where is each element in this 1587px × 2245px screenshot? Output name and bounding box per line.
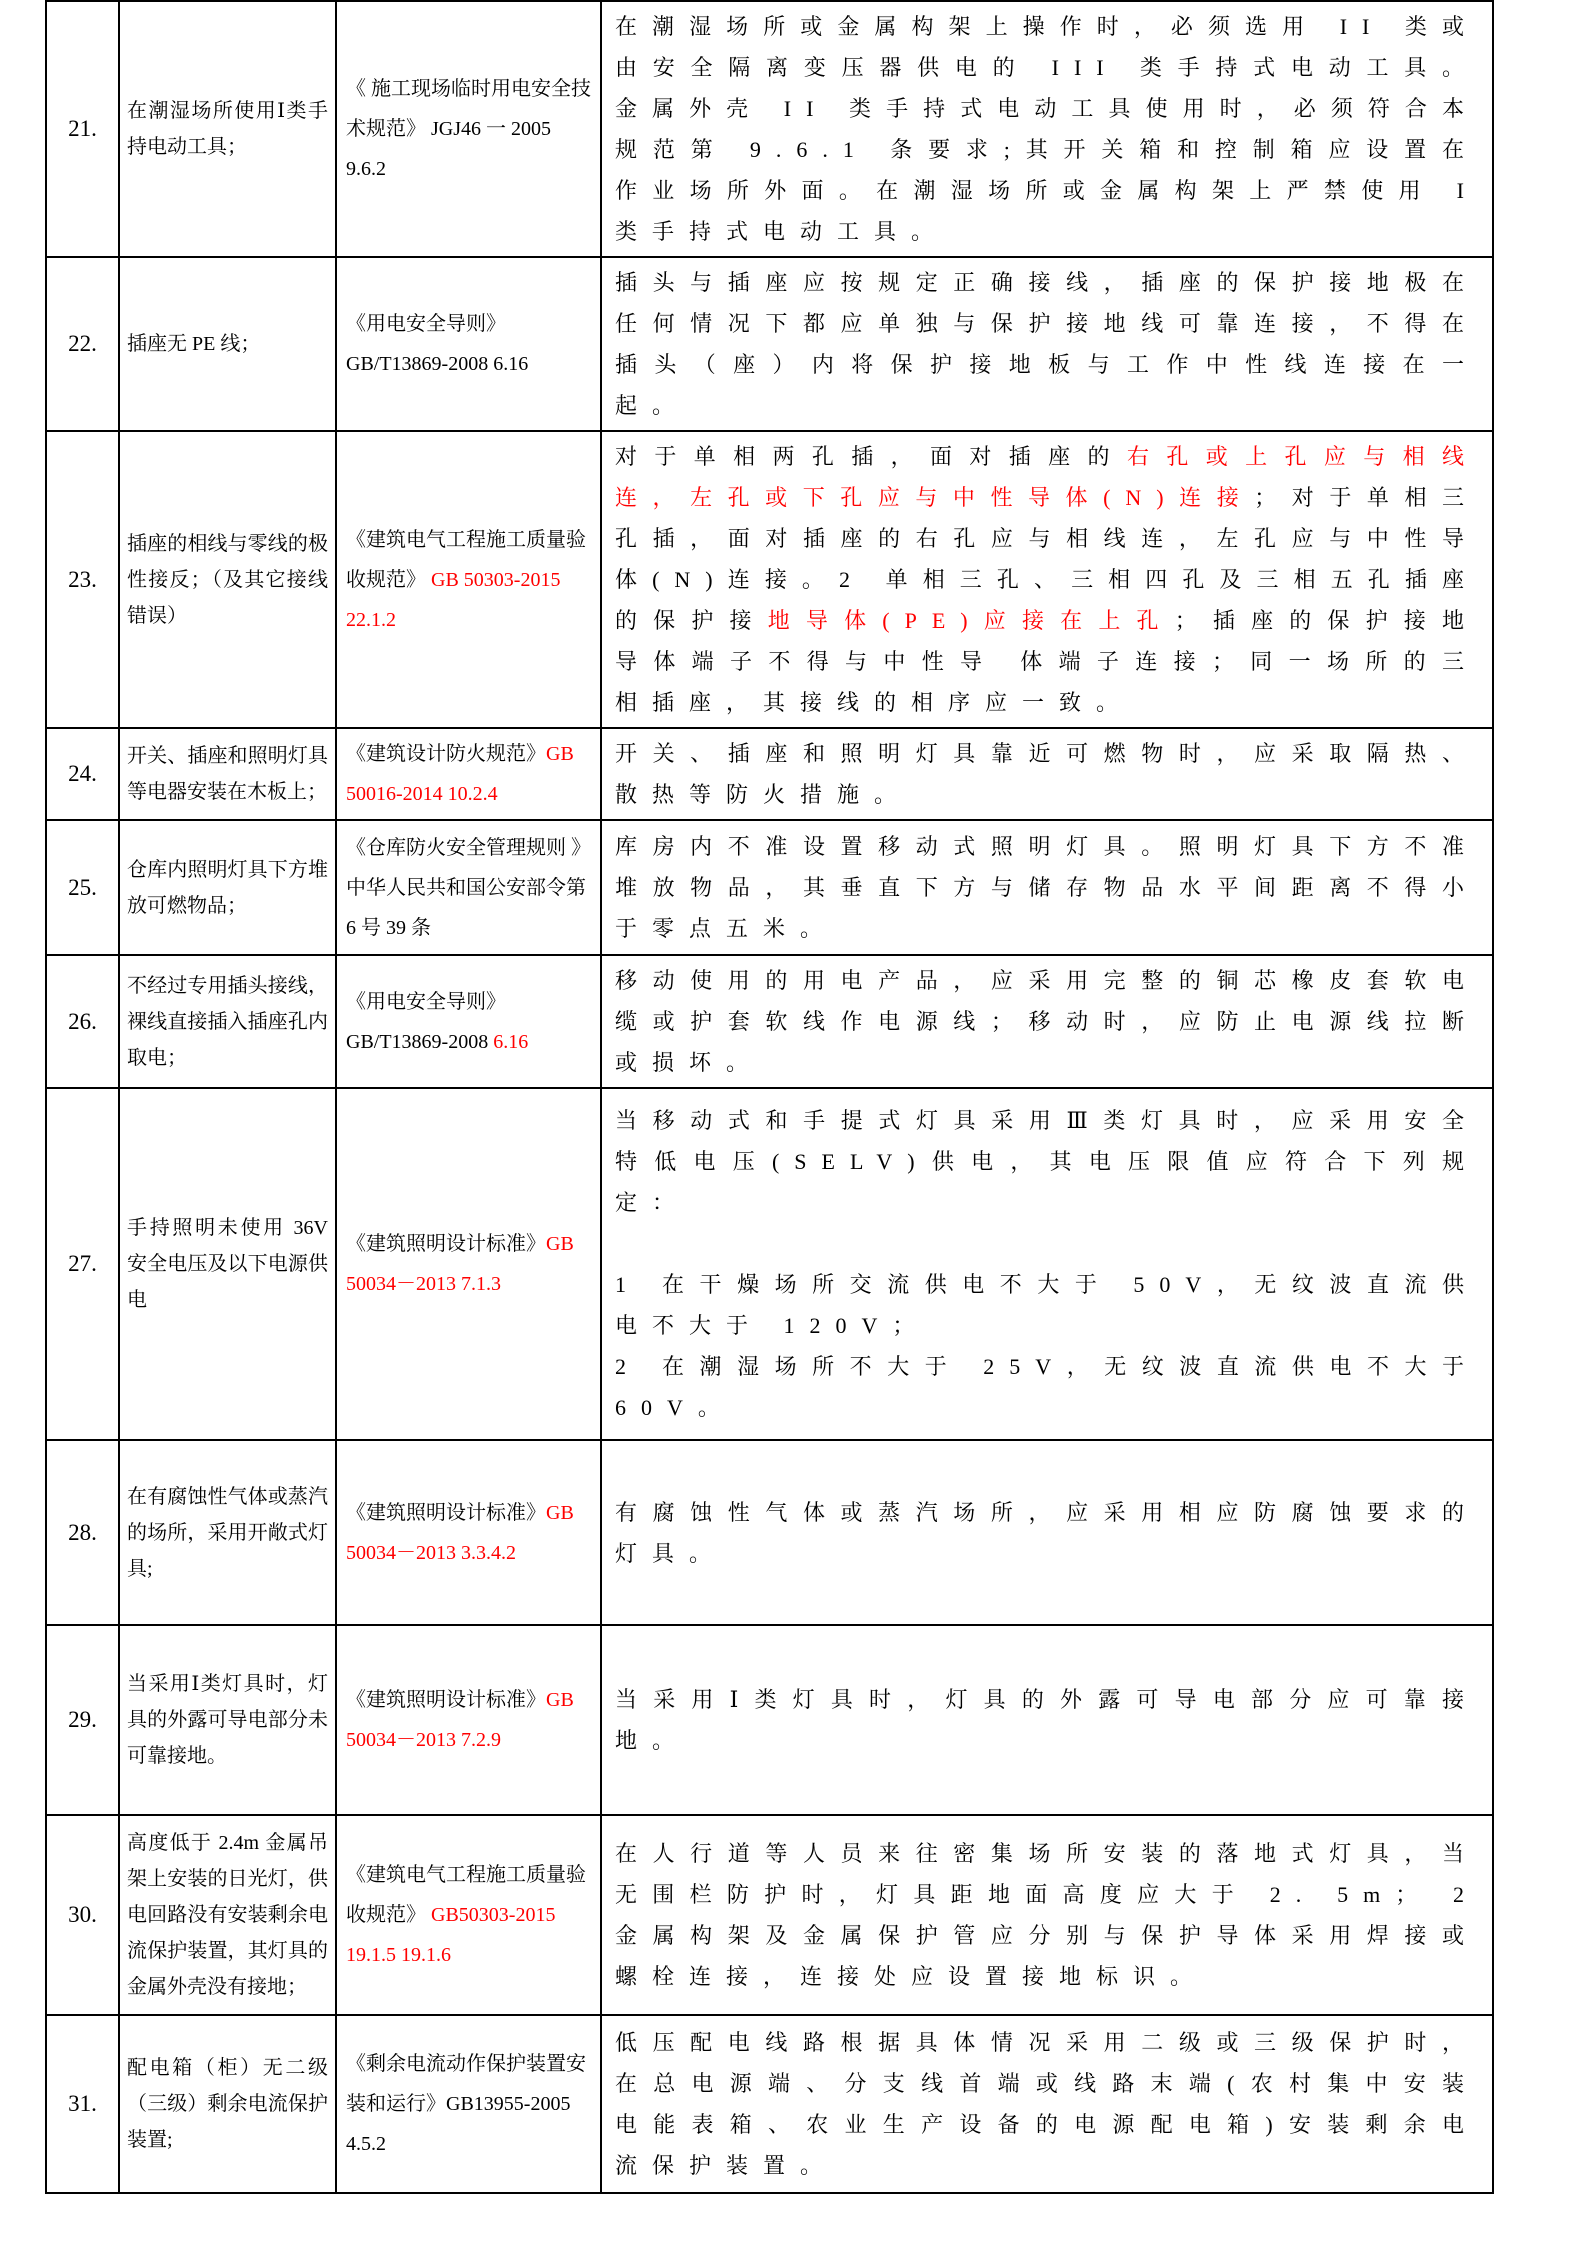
cell-reference (336, 1088, 601, 1440)
text-segment: 1 在干燥场所交流供电不大于 50V，无纹波直流供电不大于 120V； (615, 1272, 1479, 1338)
table-row (46, 820, 1493, 955)
text-segment: ；插座的保护接地导体端子不得与中性导 体端子连接；同一场所的三相插座，其接线的相序应一致。 (615, 608, 1479, 715)
text-segment: 《建筑电气工程施工质量验收规范》 (346, 528, 586, 591)
cell-number: 26. (46, 955, 119, 1088)
requirement-paragraph (615, 826, 1479, 949)
cell-requirement (601, 1815, 1493, 2015)
requirement-paragraph (615, 733, 1479, 815)
text-segment: 当移动式和手提式灯具采用Ⅲ类灯具时，应采用安全特低电压(SELV)供电，其电压限值应符合下列规定： (615, 1108, 1479, 1215)
text-segment: 插头与插座应按规定正确接线，插座的保护接地极在任何情况下都应单独与保护接地线可靠连接，不得在插头（座）内将保护接地板与工作中性线连接在一起。 (615, 270, 1479, 418)
requirement-paragraph (615, 960, 1479, 1083)
cell-reference (336, 820, 601, 955)
cell-requirement (601, 1625, 1493, 1815)
text-segment: 《建筑电气工程施工质量验收规范》 (346, 1864, 586, 1926)
table-row (46, 1625, 1493, 1815)
cell-issue (119, 1440, 336, 1625)
text-segment: 当采用Ⅰ类灯具时，灯具的外露可导电部分未可靠接地。 (127, 1673, 328, 1767)
table-row (46, 1, 1493, 257)
requirement-paragraph (615, 1100, 1479, 1223)
text-segment: 配电箱（柜）无二级（三级）剩余电流保护装置; (127, 2057, 328, 2151)
requirement-paragraph (615, 1223, 1479, 1264)
text-segment: 开关、插座和照明灯具等电器安装在木板上； (127, 745, 328, 803)
text-segment: 插座无 PE 线； (127, 333, 261, 355)
table-row (46, 1815, 1493, 2015)
cell-issue (119, 1625, 336, 1815)
text-segment: 仓库内照明灯具下方堆放可燃物品； (127, 858, 328, 917)
text-segment: 《仓库防火安全管理规则 》中华人民共和国公安部令第 6 号 39 条 (346, 836, 591, 939)
cell-reference (336, 955, 601, 1088)
text-segment: 对于单相两孔插，面对插座的 (615, 444, 1127, 469)
requirement-paragraph (615, 1346, 1479, 1428)
table-row (46, 257, 1493, 431)
cell-issue (119, 1, 336, 257)
cell-reference (336, 2015, 601, 2193)
text-segment: 不经过专用插头接线，裸线直接插入插座孔内取电； (127, 974, 328, 1069)
text-segment: GB 50034－2013 3.3.4.2 (346, 1501, 574, 1564)
cell-reference (336, 431, 601, 728)
requirement-paragraph (615, 436, 1479, 723)
text-segment: 在潮湿场所使用Ⅰ类手持电动工具； (127, 100, 328, 158)
cell-issue (119, 2015, 336, 2193)
cell-issue (119, 257, 336, 431)
cell-number: 21. (46, 1, 119, 257)
cell-reference (336, 1815, 601, 2015)
text-segment: 6.16 (493, 1030, 529, 1053)
text-segment: GB 50016-2014 10.2.4 (346, 743, 574, 805)
text-segment: 《 施工现场临时用电安全技术规范》 JGJ46 一 2005 9.6.2 (346, 78, 591, 180)
text-segment: 2 在潮湿场所不大于 25V，无纹波直流供电不大于 60V。 (615, 1354, 1479, 1420)
cell-reference (336, 1, 601, 257)
text-segment: ；对于单相三孔插，面对插座的右孔应与相线连，左孔应与中性导体(N)连接。2 单相三孔、三相四孔及三相五孔插座的保护接 (615, 485, 1479, 633)
text-segment: GB 50303-2015 22.1.2 (346, 568, 561, 631)
cell-requirement (601, 1, 1493, 257)
text-segment: 在有腐蚀性气体或蒸汽的场所，采用开敞式灯具; (127, 1485, 328, 1580)
cell-number: 23. (46, 431, 119, 728)
cell-issue (119, 1088, 336, 1440)
cell-number: 31. (46, 2015, 119, 2193)
text-segment: 《用电安全导则》GB/T13869-2008 (346, 990, 506, 1053)
text-segment: 《用电安全导则》GB/T13869-2008 6.16 (346, 313, 529, 375)
requirement-paragraph (615, 1264, 1479, 1346)
cell-requirement (601, 257, 1493, 431)
cell-reference (336, 728, 601, 820)
cell-number: 30. (46, 1815, 119, 2015)
cell-number: 22. (46, 257, 119, 431)
text-segment: GB50303-2015 19.1.5 19.1.6 (346, 1904, 556, 1966)
cell-reference (336, 1440, 601, 1625)
text-segment: 有腐蚀性气体或蒸汽场所，应采用相应防腐蚀要求的灯具。 (615, 1499, 1479, 1566)
text-segment: GB 50034－2013 7.2.9 (346, 1689, 574, 1751)
cell-requirement (601, 2015, 1493, 2193)
cell-requirement (601, 955, 1493, 1088)
text-segment: 当采用Ⅰ类灯具时，灯具的外露可导电部分应可靠接地。 (615, 1687, 1479, 1753)
cell-number: 24. (46, 728, 119, 820)
cell-number: 28. (46, 1440, 119, 1625)
text-segment: 《建筑照明设计标准》 (346, 1501, 546, 1524)
requirement-paragraph (615, 2022, 1479, 2186)
cell-issue (119, 431, 336, 728)
cell-issue (119, 955, 336, 1088)
text-segment: GB 50034－2013 7.1.3 (346, 1233, 574, 1295)
text-segment: 地导体(PE)应接在上孔 (767, 608, 1175, 633)
requirement-paragraph (615, 1833, 1479, 1997)
requirement-paragraph (615, 1679, 1479, 1761)
cell-number: 27. (46, 1088, 119, 1440)
hazard-table (45, 0, 1494, 2194)
text-segment: 高度低于 2.4m 金属吊架上安装的日光灯，供电回路没有安装剩余电流保护装置，其灯具的金属外壳没有接地； (127, 1832, 328, 1998)
text-segment: 低压配电线路根据具体情况采用二级或三级保护时，在总电源端、分支线首端或线路末端(农村集中安装电能表箱、农业生产设备的电源配电箱)安装剩余电流保护装置。 (615, 2030, 1479, 2178)
cell-requirement (601, 820, 1493, 955)
text-segment: 《剩余电流动作保护装置安装和运行》GB13955-2005 4.5.2 (346, 2053, 586, 2155)
table-row (46, 1440, 1493, 1625)
requirement-paragraph (615, 6, 1479, 252)
text-segment: 开关、插座和照明灯具靠近可燃物时，应采取隔热、散热等防火措施。 (615, 741, 1479, 807)
text-segment: 手持照明未使用 36V 安全电压及以下电源供电 (127, 1217, 328, 1311)
text-segment: 右孔或上孔应与相线连，左孔或下孔应与中性导体(N)连接 (615, 444, 1479, 510)
requirement-paragraph (615, 1492, 1479, 1574)
cell-number: 25. (46, 820, 119, 955)
table-row (46, 2015, 1493, 2193)
cell-requirement (601, 1440, 1493, 1625)
text-segment: 移动使用的用电产品，应采用完整的铜芯橡皮套软电缆或护套软线作电源线；移动时，应防止电源线拉断或损坏。 (615, 968, 1479, 1075)
table-row (46, 955, 1493, 1088)
cell-issue (119, 820, 336, 955)
cell-issue (119, 1815, 336, 2015)
text-segment: 库房内不准设置移动式照明灯具。照明灯具下方不准堆放物品，其垂直下方与储存物品水平间距离不得小于零点五米。 (615, 834, 1479, 941)
cell-requirement (601, 728, 1493, 820)
requirement-paragraph (615, 262, 1479, 426)
cell-requirement (601, 1088, 1493, 1440)
cell-requirement (601, 431, 1493, 728)
text-segment: 在潮湿场所或金属构架上操作时，必须选用 II 类或由安全隔离变压器供电的 III 类手持式电动工具。金属外壳 II 类手持式电动工具使用时，必须符合本规范第 9.6.1 条要求;其开关箱和控制箱应设置在作业场所外面。在潮湿场所或金属构架上严禁使用 I 类手持式电动工具。 (615, 14, 1479, 244)
hazard-table-body (46, 1, 1493, 2193)
cell-reference (336, 1625, 601, 1815)
text-segment: 《建筑照明设计标准》 (346, 1689, 546, 1711)
text-segment: 《建筑照明设计标准》 (346, 1233, 546, 1255)
cell-number: 29. (46, 1625, 119, 1815)
text-segment: 《建筑设计防火规范》 (346, 743, 546, 765)
text-segment: 插座的相线与零线的极性接反；（及其它接线错误） (127, 532, 328, 627)
table-row (46, 431, 1493, 728)
table-row (46, 728, 1493, 820)
text-segment: 在人行道等人员来往密集场所安装的落地式灯具，当无围栏防护时，灯具距地面高度应大于 2. 5m； 2 金属构架及金属保护管应分别与保护导体采用焊接或螺栓连接，连接处应设置接地标识。 (615, 1841, 1479, 1989)
table-row (46, 1088, 1493, 1440)
cell-issue (119, 728, 336, 820)
cell-reference (336, 257, 601, 431)
